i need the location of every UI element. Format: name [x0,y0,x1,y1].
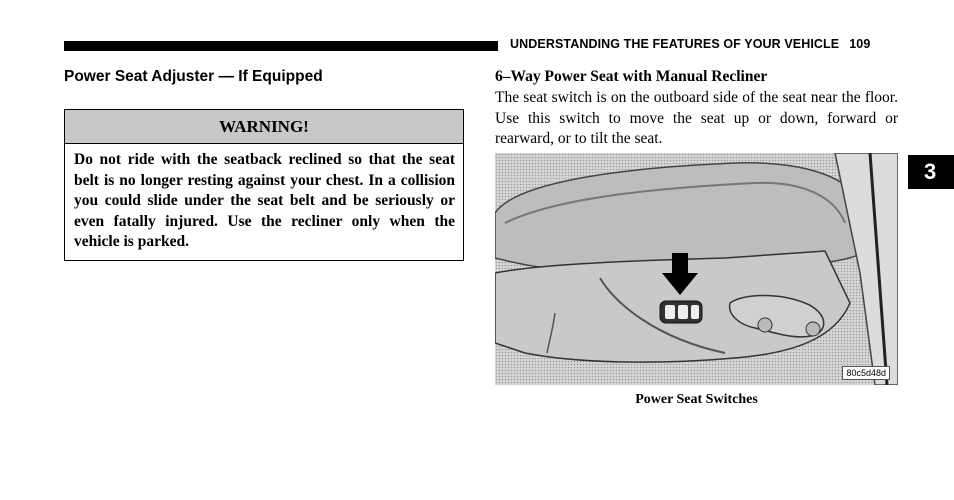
running-title: UNDERSTANDING THE FEATURES OF YOUR VEHICLE [510,37,840,51]
body-paragraph: The seat switch is on the outboard side of the seat near the floor. Use this switch to move the seat up or down, forward or rearward, or to tilt the seat. [495,89,898,147]
chapter-tab: 3 [908,155,954,189]
seat-illustration [495,153,898,385]
running-header [510,37,870,51]
page-number: 109 [849,37,871,51]
warning-box [64,109,464,261]
seat-switch-photo [495,153,898,385]
warning-body: Do not ride with the seatback reclined so that the seat belt is no longer resting against your chest. In a collision you could slide under the seat belt and be seriously or even fatally injured. Use the recliner only when the vehicle is parked. [74,151,455,251]
warning-title: WARNING! [65,110,463,144]
figure-code: 80c5d48d [842,366,890,380]
figure-caption: Power Seat Switches [635,392,758,407]
header-rule [64,41,498,51]
section-heading: Power Seat Adjuster — If Equipped [64,68,323,85]
sub-heading: 6–Way Power Seat with Manual Recliner [495,68,768,85]
